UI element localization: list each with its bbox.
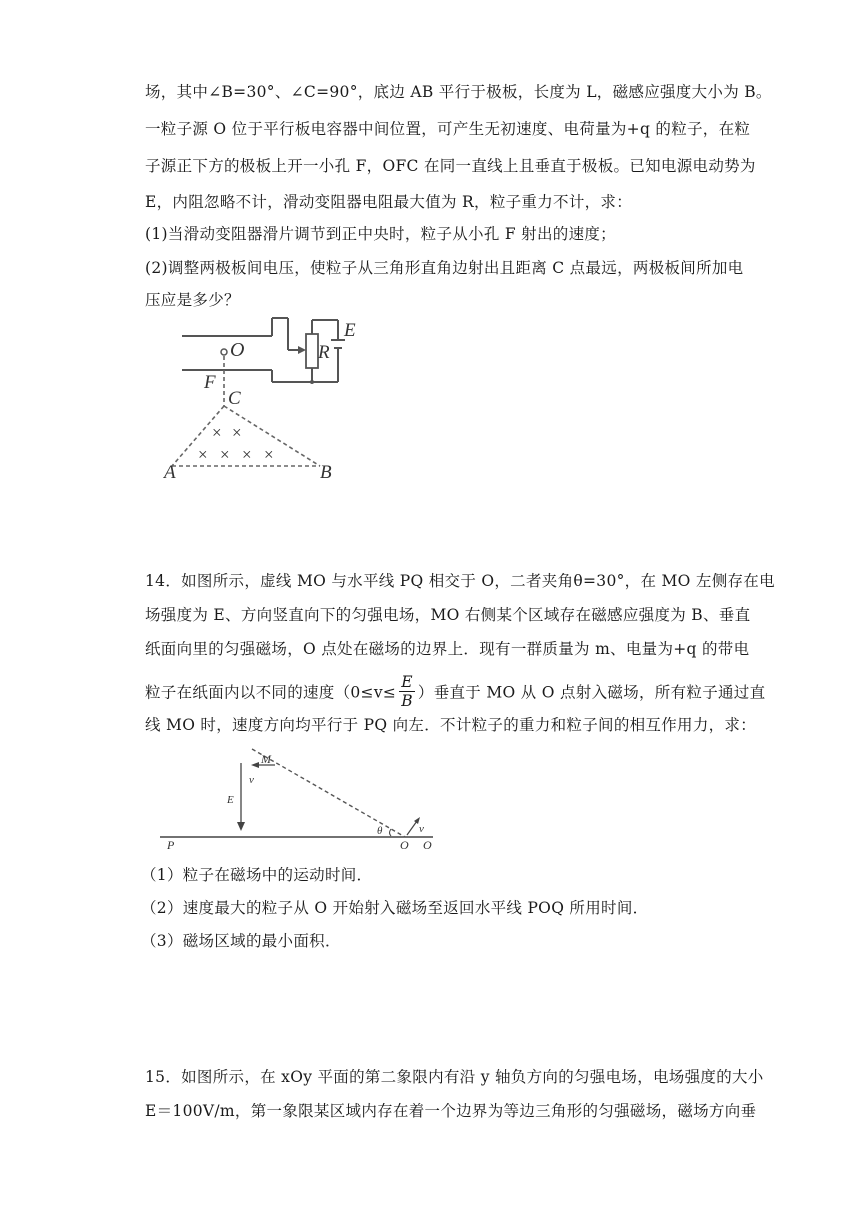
label-v-right: v [419,823,424,835]
velocity-fraction [399,673,415,710]
q13-circuit-figure [160,312,390,492]
label-a: A [164,462,176,483]
field-mark: × [242,445,252,464]
field-mark: × [232,423,242,442]
label-e-field: E [227,794,234,806]
q14-question-1: （1）粒子在磁场中的运动时间． [141,866,373,884]
fraction-denominator: B [401,692,413,710]
field-mark: × [264,445,274,464]
label-v-top: v [249,774,254,786]
field-mark: × [212,423,222,442]
q14-line-1: 14．如图所示，虚线 MO 与水平线 PQ 相交于 O，二者夹角θ=30°，在 MO 左侧存在电 [145,572,775,590]
q14-line-4-post: ）垂直于 MO 从 O 点射入磁场，所有粒子通过直 [417,683,766,702]
q13-line-3: 子源正下方的极板上开一小孔 F，OFC 在同一直线上且垂直于极板。已知电源电动势为 [145,157,756,175]
q14-question-2: （2）速度最大的粒子从 O 开始射入磁场至返回水平线 POQ 所用时间． [141,899,649,917]
label-p: P [167,838,175,852]
q14-line-5: 线 MO 时，速度方向均平行于 PQ 向左．不计粒子的重力和粒子间的相互作用力，求： [145,716,757,734]
q14-question-3: （3）磁场区域的最小面积． [141,932,341,950]
q15-line-2: E＝100V/m，第一象限某区域内存在着一个边界为等边三角形的匀强磁场，磁场方向垂 [145,1102,757,1120]
label-o-1: O [400,838,409,852]
label-f: F [204,372,216,393]
q14-line-4-pre: 粒子在纸面内以不同的速度（0≤v≤ [145,683,397,702]
label-r: R [318,342,330,363]
q14-line-3: 纸面向里的匀强磁场，O 点处在磁场的边界上．现有一群质量为 m、电量为+q 的带电 [145,640,750,658]
label-e: E [344,320,356,341]
q14-field-figure [155,745,455,855]
label-o: O [230,339,245,361]
q13-line-1: 场，其中∠B=30°、∠C=90°，底边 AB 平行于极板，长度为 L，磁感应强度大小为 B。 [145,83,772,101]
label-o-2: O [423,838,432,852]
q13-line-5: (1)当滑动变阻器滑片调节到正中央时，粒子从小孔 F 射出的速度； [145,225,616,243]
q15-line-1: 15．如图所示，在 xOy 平面的第二象限内有沿 y 轴负方向的匀强电场，电场强度的大小 [145,1068,764,1086]
q13-line-7: 压应是多少？ [145,291,240,309]
q13-line-2: 一粒子源 O 位于平行板电容器中间位置，可产生无初速度、电荷量为+q 的粒子，在粒 [145,120,751,138]
q13-line-4: E，内阻忽略不计，滑动变阻器电阻最大值为 R，粒子重力不计，求： [145,193,633,211]
field-mark: × [220,445,230,464]
fraction-numerator: E [399,673,415,692]
q14-line-2: 场强度为 E、方向竖直向下的匀强电场，MO 右侧某个区域存在磁感应强度为 B、垂直 [145,606,751,624]
label-m: M [261,752,271,766]
q14-line-4 [145,675,765,712]
label-theta: θ [377,825,383,837]
label-b: B [320,462,332,483]
field-mark: × [198,445,208,464]
label-c: C [228,388,241,409]
q13-line-6: (2)调整两极板间电压，使粒子从三角形直角边射出且距离 C 点最远，两极板间所加电 [145,259,744,277]
